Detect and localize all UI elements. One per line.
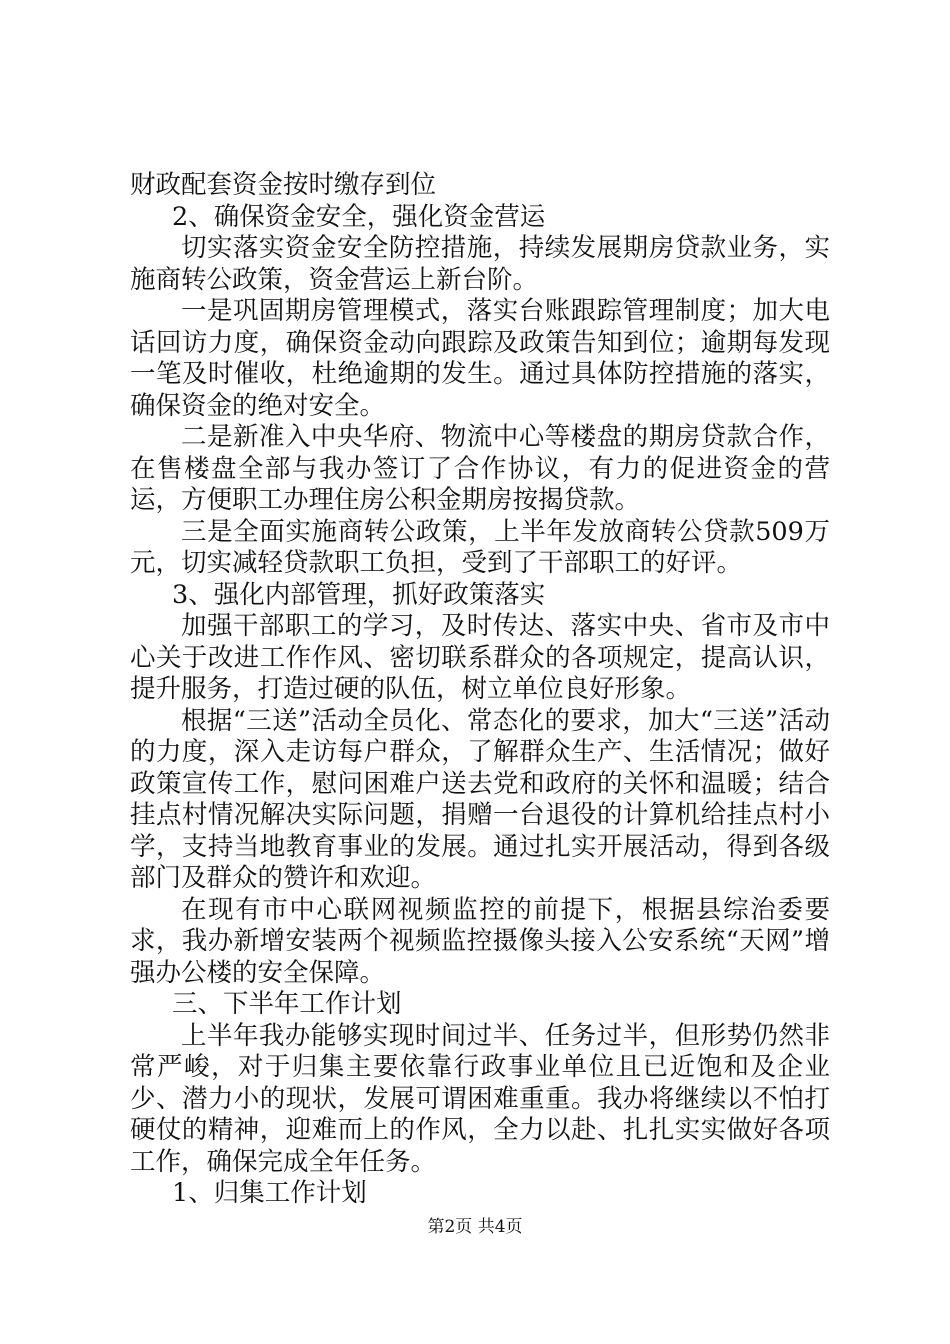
paragraph: 切实落实资金安全防控措施，持续发展期房贷款业务，实施商转公政策，资金营运上新台阶。 (130, 233, 830, 295)
section-heading: 2、确保资金安全，强化资金营运 (172, 201, 546, 232)
section-heading: 3、强化内部管理，抓好政策落实 (172, 579, 546, 610)
paragraph: 一是巩固期房管理模式，落实台账跟踪管理制度；加大电话回访力度，确保资金动向跟踪及政策告知到位；逾期每发现一笔及时催收，杜绝逾期的发生。通过具体防控措施的落实，确保资金的绝对安全。 (130, 296, 830, 421)
page-footer (0, 1216, 950, 1238)
paragraph: 三是全面实施商转公政策，上半年发放商转公贷款509万元，切实减轻贷款职工负担，受到了干部职工的好评。 (130, 516, 830, 578)
paragraph: 财政配套资金按时缴存到位 (130, 170, 437, 200)
paragraph: 根据“三送”活动全员化、常态化的要求，加大“三送”活动的力度，深入走访每户群众，了解群众生产、生活情况；做好政策宣传工作，慰问困难户送去党和政府的关怀和温暖；结合挂点村情况解决实际问题，捐赠一台退役的计算机给挂点村小学，支持当地教育事业的发展。通过扎实开展活动，得到各级部门及群众的赞许和欢迎。 (130, 705, 830, 893)
document-body (130, 170, 830, 1210)
page-number: 第2页 共4页 (427, 1217, 523, 1237)
paragraph: 二是新准入中央华府、物流中心等楼盘的期房贷款合作，在售楼盘全部与我办签订了合作协议，有力的促进资金的营运，方便职工办理住房公积金期房按揭贷款。 (130, 422, 830, 515)
section-heading: 三、下半年工作计划 (172, 989, 402, 1019)
section-heading: 1、归集工作计划 (172, 1178, 367, 1208)
paragraph: 在现有市中心联网视频监控的前提下，根据县综治委要求，我办新增安装两个视频监控摄像头接入公安系统“天网”增强办公楼的安全保障。 (130, 894, 830, 988)
paragraph: 上半年我办能够实现时间过半、任务过半，但形势仍然非常严峻，对于归集主要依靠行政事业单位且已近饱和及企业少、潜力小的现状，发展可谓困难重重。我办将继续以不怕打硬仗的精神，迎难而上的作风，全力以赴、扎扎实实做好各项工作，确保完成全年任务。 (130, 1020, 830, 1177)
paragraph: 加强干部职工的学习，及时传达、落实中央、省市及市中心关于改进工作作风、密切联系群众的各项规定，提高认识，提升服务，打造过硬的队伍，树立单位良好形象。 (130, 611, 830, 704)
